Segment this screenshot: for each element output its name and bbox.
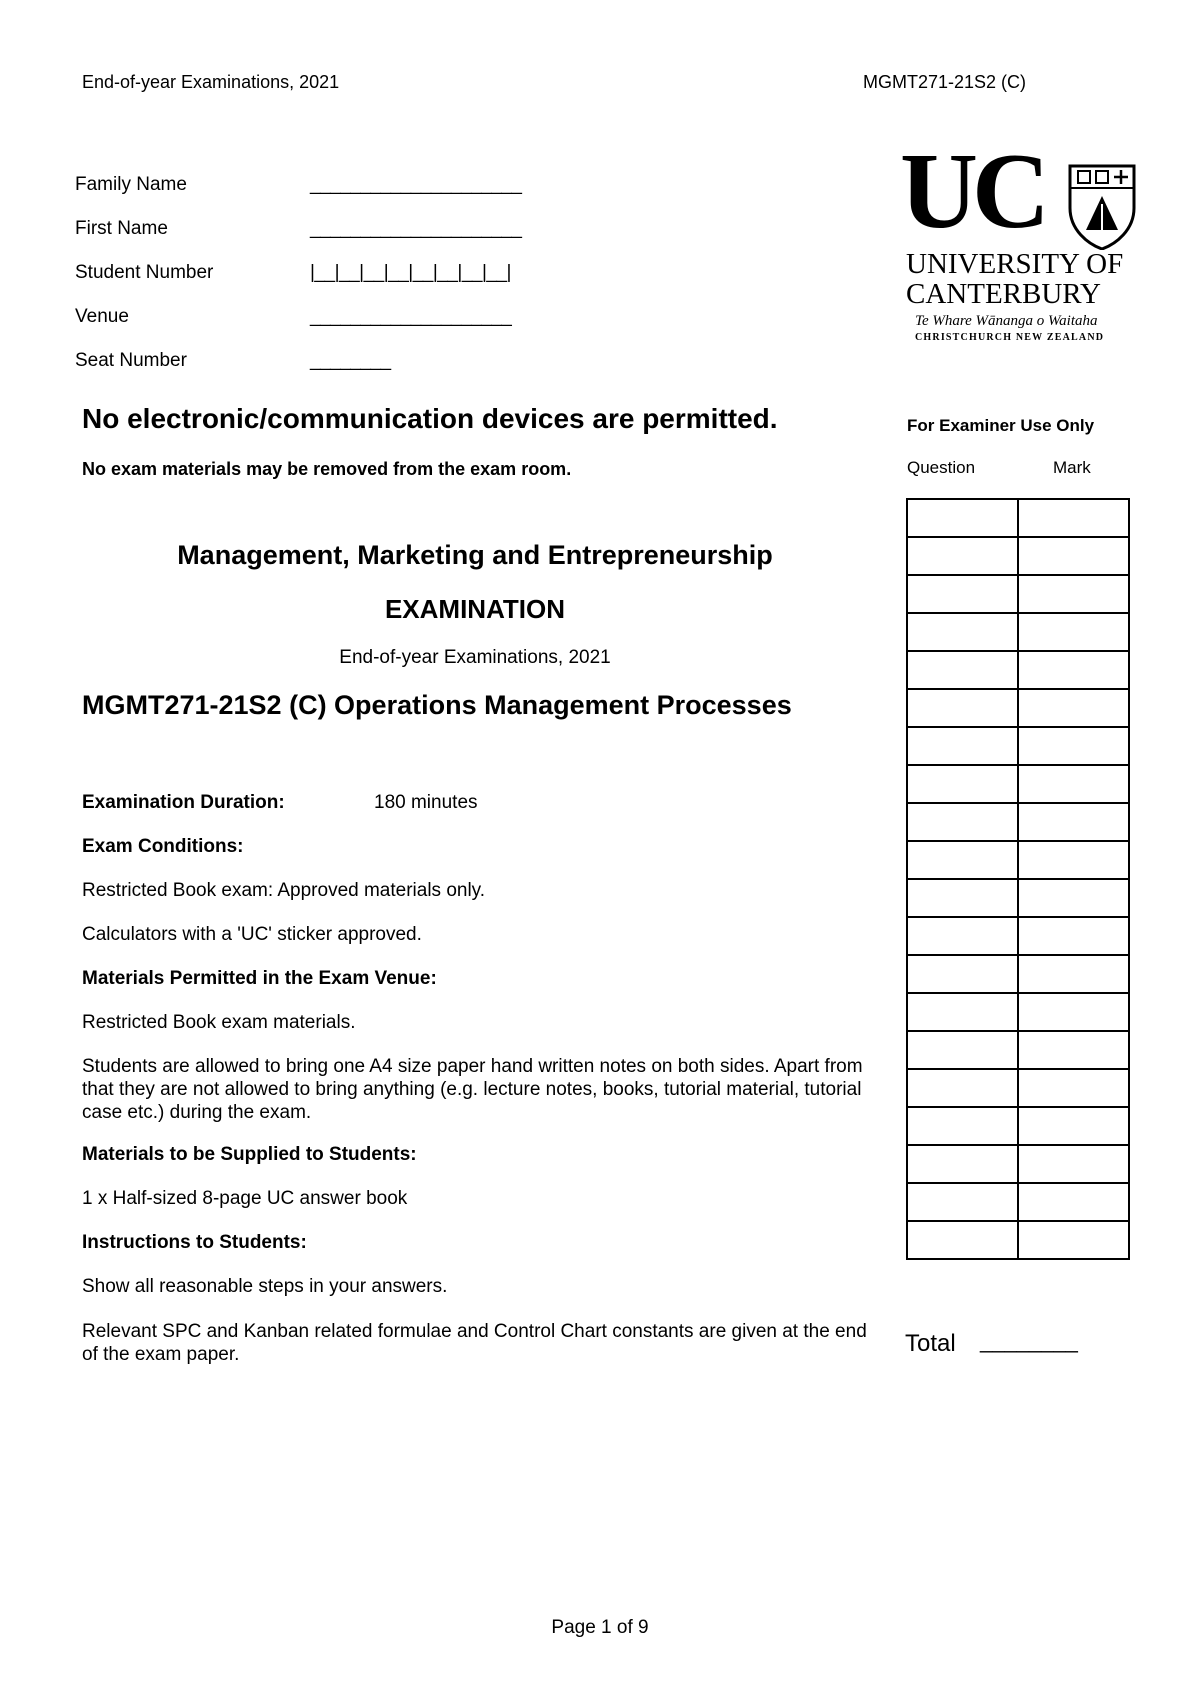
- student-number-label: Student Number: [75, 262, 214, 283]
- mark-cell[interactable]: [1018, 1183, 1129, 1221]
- examiner-marks-row: [907, 993, 1129, 1031]
- permitted-text-1: Restricted Book exam materials.: [82, 1012, 356, 1033]
- question-cell[interactable]: [907, 537, 1018, 575]
- examiner-marks-row: [907, 1145, 1129, 1183]
- examiner-col-mark: Mark: [1053, 458, 1091, 477]
- instructions-text-2: Relevant SPC and Kanban related formulae and Control Chart constants are given at the end of the exam paper.: [82, 1321, 867, 1365]
- question-cell[interactable]: [907, 651, 1018, 689]
- mark-cell[interactable]: [1018, 879, 1129, 917]
- mark-cell[interactable]: [1018, 917, 1129, 955]
- examiner-marks-row: [907, 613, 1129, 651]
- crest-icon: [1068, 164, 1136, 250]
- examiner-marks-row: [907, 917, 1129, 955]
- question-cell[interactable]: [907, 613, 1018, 651]
- question-cell[interactable]: [907, 917, 1018, 955]
- examination-title: EXAMINATION: [384, 594, 566, 624]
- mark-cell[interactable]: [1018, 765, 1129, 803]
- question-cell[interactable]: [907, 727, 1018, 765]
- examiner-marks-row: [907, 727, 1129, 765]
- question-cell[interactable]: [907, 803, 1018, 841]
- examiner-marks-row: [907, 575, 1129, 613]
- examiner-marks-row: [907, 879, 1129, 917]
- student-number-boxes[interactable]: |__|__|__|__|__|__|__|__|: [310, 262, 511, 283]
- university-logo: [900, 132, 1140, 350]
- question-cell[interactable]: [907, 765, 1018, 803]
- question-cell[interactable]: [907, 1183, 1018, 1221]
- mark-cell[interactable]: [1018, 1031, 1129, 1069]
- conditions-text-2: Calculators with a 'UC' sticker approved.: [82, 924, 422, 945]
- supplied-text-1: 1 x Half-sized 8-page UC answer book: [82, 1188, 408, 1209]
- examiner-marks-row: [907, 1031, 1129, 1069]
- examiner-marks-row: [907, 803, 1129, 841]
- question-cell[interactable]: [907, 879, 1018, 917]
- conditions-label: Exam Conditions:: [82, 836, 244, 857]
- family-name-line[interactable]: _____________________: [310, 174, 522, 195]
- examiner-marks-row: [907, 955, 1129, 993]
- permitted-label: Materials Permitted in the Exam Venue:: [82, 968, 437, 989]
- examiner-marks-row: [907, 1183, 1129, 1221]
- question-cell[interactable]: [907, 1031, 1018, 1069]
- conditions-text-1: Restricted Book exam: Approved materials only.: [82, 880, 486, 901]
- materials-notice: No exam materials may be removed from the exam room.: [82, 459, 572, 479]
- instructions-text-1: Show all reasonable steps in your answers.: [82, 1276, 448, 1297]
- examiner-marks-row: [907, 841, 1129, 879]
- question-cell[interactable]: [907, 955, 1018, 993]
- mark-cell[interactable]: [1018, 1069, 1129, 1107]
- mark-cell[interactable]: [1018, 689, 1129, 727]
- first-name-label: First Name: [75, 218, 168, 239]
- logo-university-of: UNIVERSITY OF: [906, 248, 1124, 280]
- mark-cell[interactable]: [1018, 651, 1129, 689]
- mark-cell[interactable]: [1018, 955, 1129, 993]
- header-left: End-of-year Examinations, 2021: [82, 72, 340, 92]
- examiner-marks-row: [907, 499, 1129, 537]
- mark-cell[interactable]: [1018, 537, 1129, 575]
- duration-label: Examination Duration:: [82, 792, 285, 813]
- total-label: Total: [905, 1330, 956, 1357]
- venue-label: Venue: [75, 306, 129, 327]
- mark-cell[interactable]: [1018, 613, 1129, 651]
- examiner-marks-row: [907, 1221, 1129, 1259]
- question-cell[interactable]: [907, 1145, 1018, 1183]
- course-title: MGMT271-21S2 (C) Operations Management Processes: [82, 690, 792, 720]
- question-cell[interactable]: [907, 499, 1018, 537]
- first-name-line[interactable]: _____________________: [310, 218, 522, 239]
- seat-number-line[interactable]: ________: [310, 350, 391, 371]
- total-line[interactable]: ________: [980, 1328, 1078, 1353]
- examiner-marks-row: [907, 1069, 1129, 1107]
- mark-cell[interactable]: [1018, 1107, 1129, 1145]
- examiner-marks-row: [907, 537, 1129, 575]
- permitted-text-2: Students are allowed to bring one A4 size paper hand written notes on both sides. Apart from that they are not allowed to bring anything (e.g. lecture notes, books, tutorial material, tutorial case etc.) during the exam.: [82, 1056, 863, 1123]
- question-cell[interactable]: [907, 1069, 1018, 1107]
- exam-period: End-of-year Examinations, 2021: [339, 647, 611, 668]
- logo-location: CHRISTCHURCH NEW ZEALAND: [915, 332, 1105, 343]
- examiner-marks-row: [907, 651, 1129, 689]
- supplied-label: Materials to be Supplied to Students:: [82, 1144, 417, 1165]
- duration-value: 180 minutes: [374, 792, 478, 813]
- logo-uc-mark: UC: [900, 132, 1044, 251]
- venue-line[interactable]: ____________________: [310, 306, 512, 327]
- header-right: MGMT271-21S2 (C): [863, 72, 1027, 92]
- question-cell[interactable]: [907, 841, 1018, 879]
- devices-notice: No electronic/communication devices are permitted.: [82, 403, 778, 434]
- question-cell[interactable]: [907, 1107, 1018, 1145]
- examiner-marks-table: [906, 498, 1130, 1260]
- examiner-marks-row: [907, 1107, 1129, 1145]
- logo-canterbury: CANTERBURY: [906, 278, 1101, 310]
- mark-cell[interactable]: [1018, 575, 1129, 613]
- examiner-heading: For Examiner Use Only: [907, 416, 1095, 435]
- seat-number-label: Seat Number: [75, 350, 187, 371]
- examiner-marks-row: [907, 689, 1129, 727]
- question-cell[interactable]: [907, 689, 1018, 727]
- mark-cell[interactable]: [1018, 1145, 1129, 1183]
- question-cell[interactable]: [907, 1221, 1018, 1259]
- instructions-label: Instructions to Students:: [82, 1232, 307, 1253]
- mark-cell[interactable]: [1018, 499, 1129, 537]
- question-cell[interactable]: [907, 993, 1018, 1031]
- question-cell[interactable]: [907, 575, 1018, 613]
- page-number: Page 1 of 9: [551, 1617, 649, 1638]
- department-title: Management, Marketing and Entrepreneurship: [177, 540, 773, 570]
- logo-maori-name: Te Whare Wānanga o Waitaha: [915, 313, 1098, 329]
- mark-cell[interactable]: [1018, 841, 1129, 879]
- examiner-col-question: Question: [907, 458, 976, 477]
- family-name-label: Family Name: [75, 174, 187, 195]
- mark-cell[interactable]: [1018, 993, 1129, 1031]
- examiner-marks-row: [907, 765, 1129, 803]
- mark-cell[interactable]: [1018, 803, 1129, 841]
- mark-cell[interactable]: [1018, 727, 1129, 765]
- mark-cell[interactable]: [1018, 1221, 1129, 1259]
